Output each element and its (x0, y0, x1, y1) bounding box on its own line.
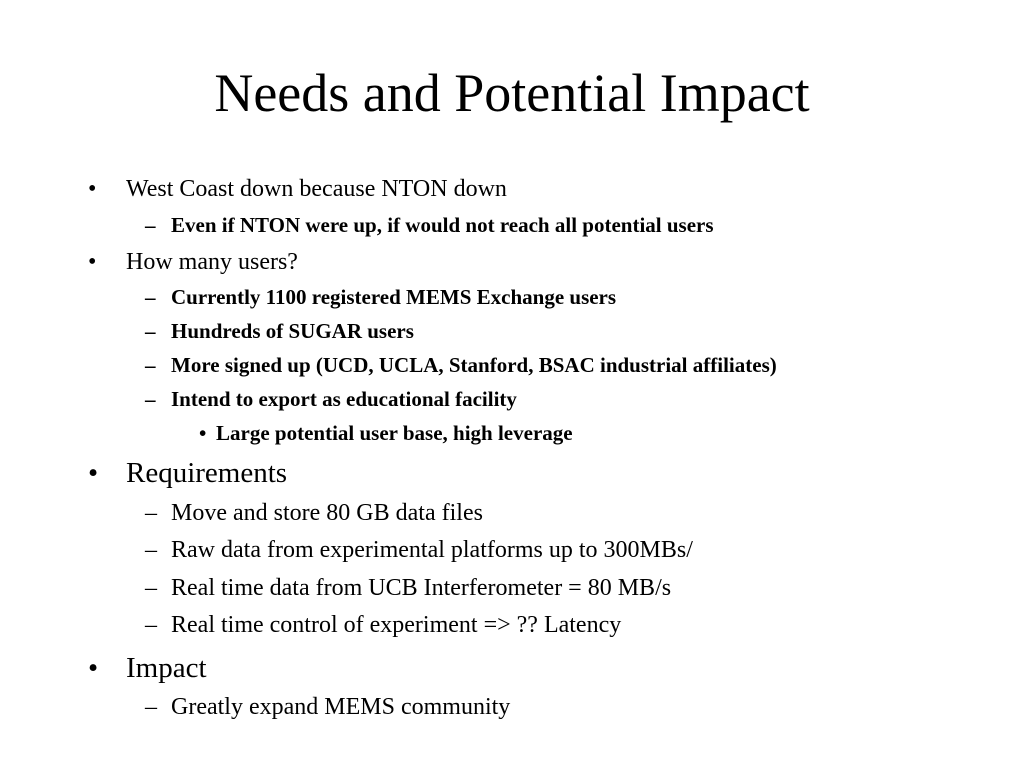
sub-sub-bullet-item: Large potential user base, high leverage (216, 421, 573, 445)
sub-bullet-item: Even if NTON were up, if would not reach all potential users (171, 213, 714, 237)
bullet-marker: • (88, 249, 97, 275)
sub-bullet-item: Greatly expand MEMS community (171, 694, 511, 720)
dash-marker: – (145, 537, 157, 563)
sub-bullet-item: Move and store 80 GB data files (171, 500, 483, 526)
sub-bullet-item: Intend to export as educational facility (171, 387, 517, 411)
dash-marker: – (145, 353, 156, 377)
sub-bullet-item: Real time control of experiment => ?? Latency (171, 612, 622, 638)
bullet-item: Impact (126, 652, 207, 684)
dash-marker: – (145, 612, 157, 638)
dash-marker: – (145, 387, 156, 411)
slide-title: Needs and Potential Impact (214, 63, 810, 123)
bullet-marker: • (88, 652, 99, 684)
sub-bullet-item: Raw data from experimental platforms up to 300MBs/ (171, 537, 693, 563)
bullet-item: How many users? (126, 249, 298, 275)
dash-marker: – (145, 213, 156, 237)
sub-bullet-item: Real time data from UCB Interferometer = 80 MB/s (171, 575, 672, 601)
sub-bullet-item: Hundreds of SUGAR users (171, 319, 414, 343)
bullet-marker: • (88, 457, 99, 489)
dash-marker: – (145, 319, 156, 343)
bullet-marker: • (88, 176, 97, 202)
dash-marker: – (145, 575, 157, 601)
bullet-item: West Coast down because NTON down (126, 176, 507, 202)
bullet-item: Requirements (126, 457, 288, 489)
sub-bullet-item: Currently 1100 registered MEMS Exchange users (171, 285, 617, 309)
dash-marker: – (145, 694, 157, 720)
dash-marker: – (145, 285, 156, 309)
bullet-marker: • (199, 421, 207, 445)
sub-bullet-item: More signed up (UCD, UCLA, Stanford, BSAC industrial affiliates) (171, 353, 777, 377)
dash-marker: – (145, 500, 157, 526)
